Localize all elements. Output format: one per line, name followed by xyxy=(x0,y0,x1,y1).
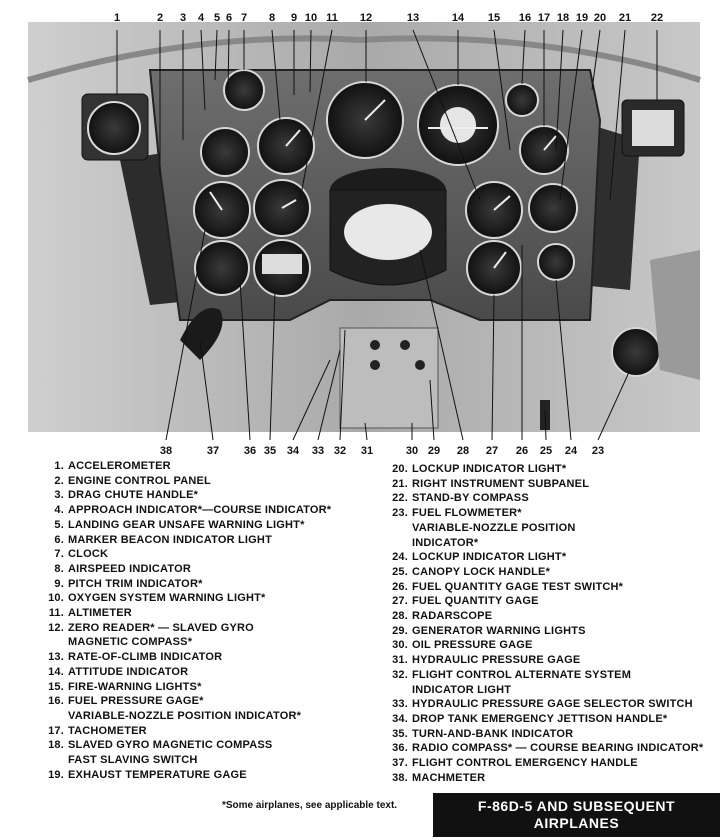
callout-10: 10 xyxy=(304,12,318,24)
legend-item xyxy=(40,768,370,783)
legend-item xyxy=(384,491,724,506)
legend-item xyxy=(384,506,724,550)
callout-28: 28 xyxy=(456,445,470,457)
legend-item-number: 10. xyxy=(48,592,64,605)
legend-item-text: FUEL FLOWMETER* VARIABLE-NOZZLE POSITION INDICATOR* xyxy=(412,507,576,549)
legend-item-number: 34. xyxy=(392,712,408,725)
legend-item xyxy=(40,738,370,767)
legend-item xyxy=(40,724,370,739)
legend-item xyxy=(384,771,724,786)
legend-item-number: 16. xyxy=(48,695,64,708)
legend-item xyxy=(40,488,370,503)
legend-item-text: RATE-OF-CLIMB INDICATOR xyxy=(68,651,223,664)
legend-item xyxy=(40,503,370,518)
legend-item-text: FLIGHT CONTROL EMERGENCY HANDLE xyxy=(412,757,638,770)
legend-item xyxy=(40,606,370,621)
legend-item-text: OXYGEN SYSTEM WARNING LIGHT* xyxy=(68,592,266,605)
legend-item xyxy=(40,591,370,606)
callout-18: 18 xyxy=(556,12,570,24)
legend-item-number: 28. xyxy=(392,610,408,623)
legend-item-number: 29. xyxy=(392,624,408,637)
legend-item xyxy=(40,518,370,533)
callout-19: 19 xyxy=(575,12,589,24)
callout-21: 21 xyxy=(618,12,632,24)
legend-item-number: 19. xyxy=(48,768,64,781)
callout-35: 35 xyxy=(263,445,277,457)
callout-14: 14 xyxy=(451,12,465,24)
legend-item-text: ATTITUDE INDICATOR xyxy=(68,665,189,678)
callout-23: 23 xyxy=(591,445,605,457)
legend-item-text: ALTIMETER xyxy=(68,607,132,620)
legend-item-text: HYDRAULIC PRESSURE GAGE SELECTOR SWITCH xyxy=(412,698,693,711)
legend-item-number: 21. xyxy=(392,477,408,490)
legend-item-text: APPROACH INDICATOR*—COURSE INDICATOR* xyxy=(68,504,332,517)
legend-item-text: LANDING GEAR UNSAFE WARNING LIGHT* xyxy=(68,518,305,531)
legend-item-text: AIRSPEED INDICATOR xyxy=(68,562,191,575)
title-line-1: F-86D-5 AND SUBSEQUENT xyxy=(477,798,676,814)
legend-item-text: FIRE-WARNING LIGHTS* xyxy=(68,680,202,693)
legend-item-text: CANOPY LOCK HANDLE* xyxy=(412,565,551,578)
callout-33: 33 xyxy=(311,445,325,457)
callout-25: 25 xyxy=(539,445,553,457)
legend-item xyxy=(384,727,724,742)
callout-6: 6 xyxy=(225,12,233,24)
legend-item xyxy=(384,594,724,609)
callout-2: 2 xyxy=(156,12,164,24)
callout-22: 22 xyxy=(650,12,664,24)
callout-4: 4 xyxy=(197,12,205,24)
legend-item-text: ZERO READER* — SLAVED GYRO MAGNETIC COMPASS* xyxy=(68,621,254,649)
legend-item-text: SLAVED GYRO MAGNETIC COMPASS FAST SLAVING SWITCH xyxy=(68,739,273,767)
legend-item xyxy=(384,580,724,595)
callout-7: 7 xyxy=(240,12,248,24)
legend-left-column xyxy=(40,459,370,782)
legend-item-number: 15. xyxy=(48,680,64,693)
legend-item-number: 32. xyxy=(392,668,408,681)
legend-item xyxy=(384,624,724,639)
legend-item-number: 25. xyxy=(392,565,408,578)
legend-item xyxy=(40,680,370,695)
callout-3: 3 xyxy=(179,12,187,24)
legend-item-number: 2. xyxy=(54,474,64,487)
legend-item xyxy=(384,697,724,712)
legend-item-number: 20. xyxy=(392,463,408,475)
legend-item-number: 31. xyxy=(392,654,408,667)
legend-item xyxy=(40,694,370,723)
legend-item xyxy=(40,459,370,474)
legend-item-text: EXHAUST TEMPERATURE GAGE xyxy=(68,768,247,781)
legend-item-text: TACHOMETER xyxy=(68,724,147,737)
callout-11: 11 xyxy=(326,12,338,24)
legend-item-number: 27. xyxy=(392,595,408,608)
legend-item xyxy=(40,650,370,665)
callout-32: 32 xyxy=(333,445,347,457)
legend-item xyxy=(384,712,724,727)
legend-right-column xyxy=(384,462,724,785)
legend-item-number: 3. xyxy=(54,489,64,502)
legend-item-text: CLOCK xyxy=(68,548,109,561)
legend-item-text: MARKER BEACON INDICATOR LIGHT xyxy=(68,533,272,546)
legend-item-text: TURN-AND-BANK INDICATOR xyxy=(412,727,574,740)
legend-item-text: PITCH TRIM INDICATOR* xyxy=(68,577,203,590)
callout-27: 27 xyxy=(485,445,499,457)
legend-item xyxy=(40,621,370,650)
legend-item-number: 35. xyxy=(392,727,408,740)
legend-item-number: 12. xyxy=(48,621,64,634)
legend-item-number: 13. xyxy=(48,651,64,664)
callout-26: 26 xyxy=(515,445,529,457)
callout-15: 15 xyxy=(487,12,501,24)
legend-item xyxy=(40,665,370,680)
callout-29: 29 xyxy=(427,445,441,457)
legend-item xyxy=(40,577,370,592)
callout-1: 1 xyxy=(113,12,121,24)
legend-item xyxy=(384,756,724,771)
legend-item-number: 24. xyxy=(392,551,408,564)
legend-item-number: 26. xyxy=(392,580,408,593)
legend-item-text: DRAG CHUTE HANDLE* xyxy=(68,489,199,502)
legend-item-number: 36. xyxy=(392,742,408,755)
legend-item-text: RADARSCOPE xyxy=(412,610,493,623)
callout-8: 8 xyxy=(268,12,276,24)
legend-item-number: 8. xyxy=(54,562,64,575)
legend-item xyxy=(384,565,724,580)
legend-item xyxy=(384,668,724,697)
legend-item xyxy=(384,653,724,668)
legend-item-number: 37. xyxy=(392,757,408,770)
legend-item-number: 4. xyxy=(54,504,64,517)
title-line-2: AIRPLANES xyxy=(533,815,620,831)
legend xyxy=(0,459,726,789)
callout-31: 31 xyxy=(360,445,374,457)
legend-item-number: 23. xyxy=(392,507,408,520)
legend-item-text: ENGINE CONTROL PANEL xyxy=(68,474,211,487)
callout-38: 38 xyxy=(159,445,173,457)
callout-12: 12 xyxy=(359,12,373,24)
legend-item-text: FUEL PRESSURE GAGE* VARIABLE-NOZZLE POSITION INDICATOR* xyxy=(68,695,302,722)
callout-36: 36 xyxy=(243,445,257,457)
legend-item xyxy=(384,609,724,624)
legend-item-text: HYDRAULIC PRESSURE GAGE xyxy=(412,654,581,667)
callout-16: 16 xyxy=(518,12,532,24)
legend-item xyxy=(40,562,370,577)
legend-item-text: LOCKUP INDICATOR LIGHT* xyxy=(412,551,567,564)
callout-24: 24 xyxy=(564,445,578,457)
legend-item-text: RIGHT INSTRUMENT SUBPANEL xyxy=(412,477,590,490)
legend-item xyxy=(384,477,724,492)
callout-30: 30 xyxy=(405,445,419,457)
legend-item-number: 30. xyxy=(392,639,408,652)
legend-item-text: DROP TANK EMERGENCY JETTISON HANDLE* xyxy=(412,712,668,725)
legend-item xyxy=(384,638,724,653)
callout-20: 20 xyxy=(593,12,607,24)
legend-item-number: 6. xyxy=(54,533,64,546)
legend-item-text: FUEL QUANTITY GAGE xyxy=(412,595,539,608)
callout-34: 34 xyxy=(286,445,300,457)
callout-17: 17 xyxy=(537,12,551,24)
legend-item-number: 14. xyxy=(48,665,64,678)
callout-13: 13 xyxy=(406,12,420,24)
legend-item-text: LOCKUP INDICATOR LIGHT* xyxy=(412,463,567,475)
legend-item-text: STAND-BY COMPASS xyxy=(412,492,529,505)
legend-item xyxy=(384,550,724,565)
legend-item-text: GENERATOR WARNING LIGHTS xyxy=(412,624,586,637)
legend-item-number: 5. xyxy=(54,518,64,531)
legend-item-number: 22. xyxy=(392,492,408,505)
legend-item-number: 33. xyxy=(392,698,408,711)
legend-item-number: 18. xyxy=(48,739,64,752)
legend-item-text: MACHMETER xyxy=(412,771,486,784)
legend-item-text: FLIGHT CONTROL ALTERNATE SYSTEM INDICATOR LIGHT xyxy=(412,668,632,696)
legend-item-number: 11. xyxy=(48,607,64,620)
legend-item xyxy=(384,741,724,756)
legend-item xyxy=(384,462,724,477)
legend-item-number: 9. xyxy=(54,577,64,590)
callout-37: 37 xyxy=(206,445,220,457)
footnote: *Some airplanes, see applicable text. xyxy=(222,800,398,811)
legend-item-text: FUEL QUANTITY GAGE TEST SWITCH* xyxy=(412,580,624,593)
legend-item-text: RADIO COMPASS* — COURSE BEARING INDICATOR* xyxy=(412,742,704,755)
top-callouts xyxy=(0,12,726,28)
legend-item xyxy=(40,533,370,548)
aircraft-title-box xyxy=(433,793,720,837)
callout-5: 5 xyxy=(213,12,221,24)
legend-item-number: 7. xyxy=(54,548,64,561)
legend-item xyxy=(40,547,370,562)
legend-item-text: OIL PRESSURE GAGE xyxy=(412,639,533,652)
legend-item xyxy=(40,474,370,489)
callout-9: 9 xyxy=(290,12,298,24)
legend-item-number: 17. xyxy=(48,724,64,737)
legend-item-number: 1. xyxy=(54,460,64,472)
legend-item-text: ACCELEROMETER xyxy=(68,460,171,472)
legend-item-number: 38. xyxy=(392,771,408,784)
